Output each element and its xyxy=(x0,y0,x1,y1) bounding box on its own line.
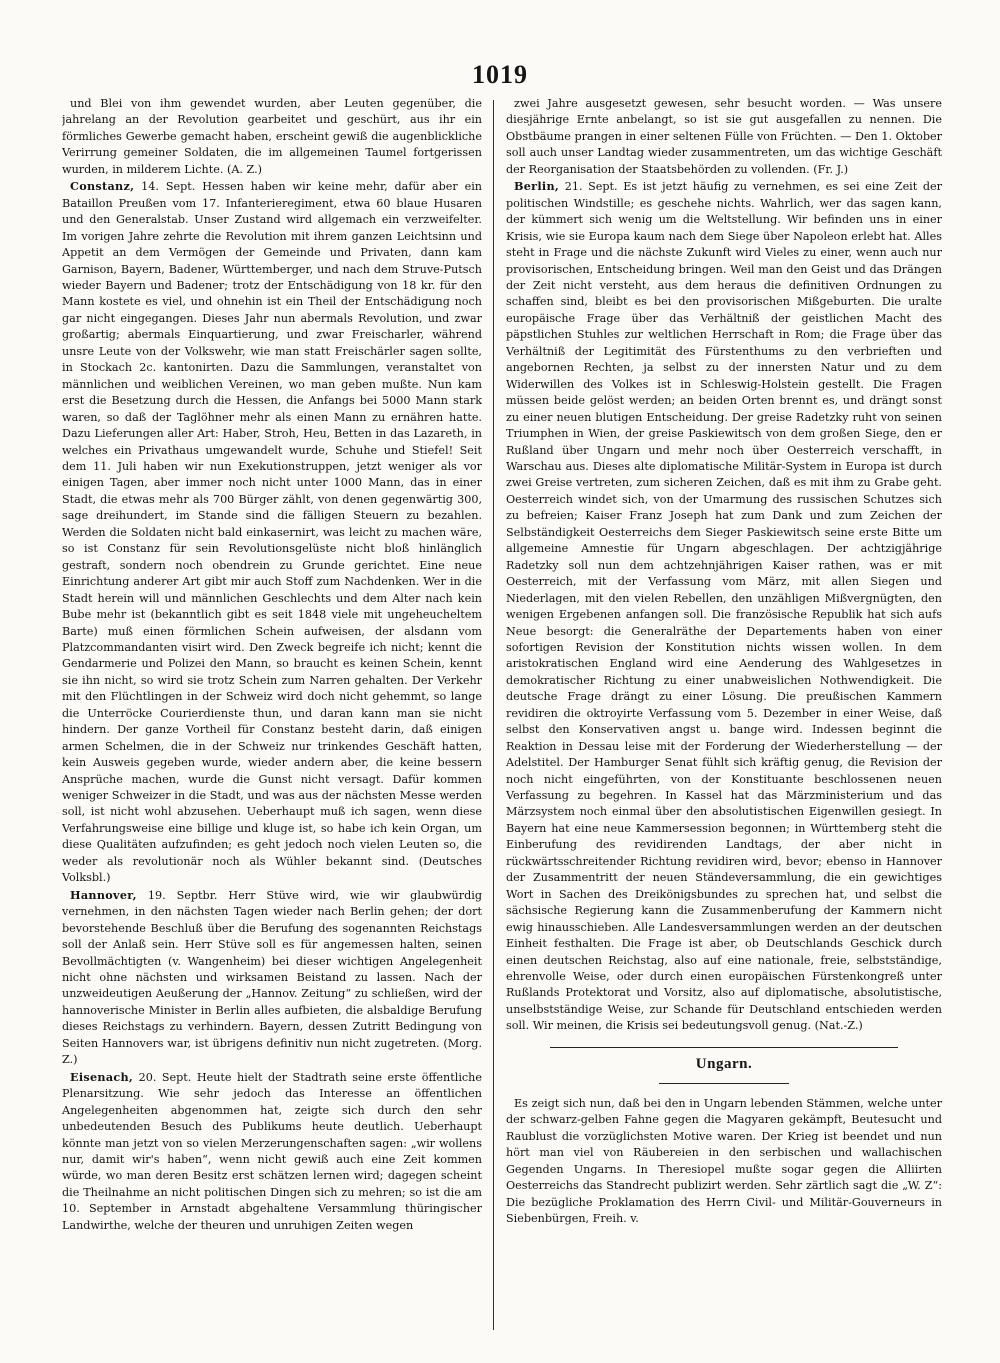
dateline-konstanz: Constanz, xyxy=(70,179,135,194)
article-source: (Morg. Z.) xyxy=(62,1036,482,1067)
article-source: (Nat.-Z.) xyxy=(814,1019,863,1033)
article-date: 19. Septbr. xyxy=(136,888,218,902)
left-column xyxy=(62,96,482,1336)
article-konstanz xyxy=(62,178,482,886)
dateline-berlin: Berlin, xyxy=(514,179,560,194)
dateline-hannover: Hannover, xyxy=(70,887,137,902)
article-source: (Fr. J.) xyxy=(813,162,849,176)
article-text: Heute hielt der Stadtrath seine erste öffentliche Plenarsitzung. Wie sehr jedoch das Interesse an öffentlichen Angelegenheiten abgenommen hat, zeigte sich durch den sehr unbedeutenden Besuch des Publikums heute deutlich. Ueberhaupt könnte man jetzt von so vielen Merzerungenschaften sagen: „wir wollens nur, damit wir's haben“, wenn nicht gewiß auch eine Zeit kommen würde, wo man deren Besitz erst schätzen lernen wird; dagegen scheint die Theilnahme an nicht politischen Dingen sich zu mehren; so ist die am 10. September in Arnstadt abgehaltene Versammlung thüringischer Landwirthe, welche der theuren und unruhigen Zeiten wegen xyxy=(62,1070,482,1232)
article-continuation xyxy=(506,96,942,178)
article-ungarn xyxy=(506,1096,942,1228)
column-divider xyxy=(493,100,494,1330)
article-text: zwei Jahre ausgesetzt gewesen, sehr besucht worden. — Was unsere diesjährige Ernte anbelangt, so ist sie gut ausgefallen zu nennen. Die Obstbäume prangen in einer seltenen Fülle von Früchten. — Den 1. Oktober soll auch unser Landtag wieder zusammentreten, um das wichtige Geschäft der Reorganisation der Staatsbehörden zu vollenden. xyxy=(506,97,942,176)
section-divider xyxy=(550,1047,899,1048)
article-source: (A. Z.) xyxy=(226,162,263,176)
article-source: (Deutsches Volksbl.) xyxy=(62,854,482,885)
article-text: Hessen haben wir keine mehr, dafür aber ein Bataillon Preußen vom 17. Infanterieregiment, etwa 60 blaue Husaren und den Generalstab. Unser Zustand wird allgemach ein verzweifelter. Im vorigen Jahre zehrte die Revolution mit ihrem ganzen Leichtsinn und Appetit an dem Vermögen der Gemeinde und Privaten, dann kam Garnison, Bayern, Badener, Württemberger, und nach dem Struve-Putsch wieder Bayern und Badener; trotz der Entschädigung von 18 kr. für den Mann kostete es viel, und ohnehin ist ein Theil der Entschädigung noch gar nicht eingegangen. Dieses Jahr nun abermals Revolution, und zwar großartig; abermals Einquartierung, und zwar Freischarler, während unsre Leute von der Volkswehr, wie man statt Freischärler sagen sollte, in Stockach 2c. kantonirten. Dazu die Sammlungen, veranstaltet von männlichen und weiblichen Vereinen, wo man geben mußte. Nun kam erst die Besetzung durch die Hessen, die Anfangs bei 5000 Mann stark waren, so daß der Taglöhner mehr als einen Mann zu ernähren hatte. Dazu Lieferungen aller Art: Haber, Stroh, Heu, Betten in das Lazareth, in welches ein Privathaus umgewandelt wurde, Schuhe und Stiefel! Seit dem 11. Juli haben wir nun Exekutionstruppen, jetzt weniger als vor einigen Tagen, aber immer noch nicht unter 1000 Mann, das in einer Stadt, die etwas mehr als 700 Bürger zählt, von denen gegenwärtig 300, sage dreihundert, im Stande sind die fälligen Steuern zu bezahlen. Werden die Soldaten nicht bald einkasernirt, was leicht zu machen wäre, so ist Constanz für sein Revolutionsgelüste nicht bloß hinlänglich gestraft, sondern noch obendrein zu Grunde gerichtet. Eine neue Einrichtung anderer Art gibt mir auch Stoff zum Nachdenken. Wer in die Stadt herein will und männlichen Geschlechts und dem Alter nach kein Bube mehr ist (bekanntlich gibt es seit 1848 viele mit ungeheucheltem Barte) muß einen förmlichen Schein aufweisen, der alsdann vom Platzcommandanten visirt wird. Den Zweck begreife ich nicht; kennt die Gendarmerie und Polizei den Mann, so braucht es keinen Schein, kennt sie ihn nicht, so wird sie trotz Schein zum Narren gehalten. Der Verkehr mit den Flüchtlingen in der Schweiz wird doch nicht gehemmt, so lange die Unterröcke Courierdienste thun, und daran kann man sie nicht hindern. Der ganze Vortheil für Constanz besteht darin, daß einigen armen Schelmen, die in der Schweiz nur trinkendes Geschäft hatten, kein Ausweis gegeben wurde, wieder andern aber, die keine bessern Ansprüche machen, wurde die Gunst nicht versagt. Dafür kommen weniger Schweizer in die Stadt, und was aus der nächsten Messe werden soll, ist nicht wohl abzusehen. Ueberhaupt muß ich sagen, wenn diese Verfahrungsweise eine billige und kluge ist, so habe ich kein Organ, um diese Qualitäten aufzufinden; es geht jedoch noch vielen Leuten so, die weder als revolutionär noch als Wühler bekannt sind. xyxy=(62,180,482,868)
article-date: 21. Sept. xyxy=(559,180,618,194)
article-text: Herr Stüve wird, wie wir glaubwürdig vernehmen, in den nächsten Tagen wieder nach Berlin gehen; der dort bevorstehende Beschluß über die Berufung des sogenannten Reichstags soll der Anlaß sein. Herr Stüve soll es für angemessen halten, seinen Bevollmächtigten (v. Wangenheim) bei dieser wichtigen Angelegenheit nicht ohne nächsten und wirksamen Beistand zu lassen. Nach der unzweideutigen Aeußerung der „Hannov. Zeitung“ zu schließen, wird der hannoverische Minister in Berlin alles aufbieten, die alsbaldige Berufung dieses Reichstags zu verhindern. Bayern, dessen Zutritt Bedingung von Seiten Hannovers war, ist übrigens definitiv nun nicht zugetreten. xyxy=(62,888,482,1050)
section-divider xyxy=(659,1083,790,1084)
article-text: und Blei von ihm gewendet wurden, aber Leuten gegenüber, die jahrelang an der Revolution gearbeitet und geschürt, aus ihr ein förmliches Gewerbe gemacht haben, erscheint gewiß die augenblickliche Verirrung gemeiner Soldaten, die im allgemeinen Taumel fortgerissen wurden, in milderem Lichte. xyxy=(62,97,482,176)
article-text: Es zeigt sich nun, daß bei den in Ungarn lebenden Stämmen, welche unter der schwarz-gelben Fahne gegen die Magyaren gekämpft, Beutesucht und Raublust die vorzüglichsten Motive waren. Der Krieg ist beendet und nun hört man viel von Räubereien in den serbischen und wallachischen Gegenden Ungarns. In Theresiopel mußte sogar gegen die Alliirten Oesterreichs das Standrecht publizirt werden. Sehr zärtlich sagt die „W. Z“: Die bezügliche Proklamation des Herrn Civil- und Militär-Gouverneurs in Siebenbürgen, Freih. v. xyxy=(506,1096,942,1225)
article-continuation xyxy=(62,96,482,178)
right-column xyxy=(506,96,942,1336)
article-berlin xyxy=(506,178,942,1035)
section-heading: Ungarn. xyxy=(695,1055,753,1072)
article-hannover xyxy=(62,887,482,1069)
article-date: 14. Sept. xyxy=(134,180,196,194)
article-date: 20. Sept. xyxy=(133,1070,192,1084)
dateline-eisenach: Eisenach, xyxy=(70,1069,134,1084)
page-number: 1019 xyxy=(472,60,528,89)
article-text: Es ist jetzt häufig zu vernehmen, es sei eine Zeit der politischen Windstille; es geschehe nichts. Wahrlich, wer das sagen kann, der kümmert sich wenig um die Weltstellung. Wir befinden uns in einer Krisis, wie sie Europa kaum nach dem Siege über Napoleon erlebt hat. Alles steht in Frage und die nächste Zukunft wird Vieles zu einer, wenn auch nur provisorischen, Entscheidung bringen. Weil man den Geist und das Drängen der Zeit nicht versteht, aus dem heraus die definitiven Ordnungen zu schaffen sind, bleibt es bei den provisorischen Mißgeburten. Die uralte europäische Frage über das Verhältniß der geistlichen Macht des päpstlichen Stuhles zur weltlichen Herrschaft in Rom; die Frage über das Verhältniß der Legitimität des Fürstenthums zu den verbrieften und angebornen Rechten, ja selbst zu der innersten Natur und zu dem Widerwillen des Volkes ist in Schleswig-Holstein gestellt. Die Fragen müssen beide gelöst werden; an beiden Orten brennt es, und drängt sonst zu einer neuen blutigen Entscheidung. Der greise Radetzky ruht von seinen Triumphen in Wien, der greise Paskiewitsch von dem großen Siege, den er Rußland über Ungarn und mehr noch über Oesterreich verschafft, in Warschau aus. Dieses alte diplomatische Militär-System in Europa ist durch zwei Greise vertreten, zum sicheren Zeichen, daß es mit ihm zu Grabe geht. Oesterreich windet sich, von der Umarmung des russischen Schutzes sich zu befreien; Kaiser Franz Joseph hat zum Dank und zum Zeichen der Selbständigkeit Oesterreichs dem Sieger Paskiewitsch seine erste Bitte um allgemeine Amnestie für Ungarn abgeschlagen. Der achtzigjährige Radetzky soll nun dem achtzehnjährigen Kaiser rathen, was er mit Oesterreich, mit der Verfassung vom März, mit allen Siegen und Niederlagen, mit den vielen Rebellen, den unzähligen Mißvergnügten, den wenigen Ergebenen anfangen soll. Die französische Republik hat sich aufs Neue besorgt: die Generalräthe der Departements haben von einer sofortigen Revision der Konstitution nichts wissen wollen. In dem aristokratischen England wird eine Aenderung des Wahlgesetzes in demokratischer Richtung zu einer unabweislichen Nothwendigkeit. Die deutsche Frage drängt zu einer Lösung. Die preußischen Kammern revidiren die oktroyirte Verfassung vom 5. Dezember in einer Weise, daß selbst den Konservativen angst u. bange wird. Indessen beginnt die Reaktion in Dessau leise mit der Forderung der Wiederherstellung — der Adelstitel. Der Hamburger Senat fühlt sich kräftig genug, die Revision der noch nicht eingeführten, von der Konstituante beschlossenen neuen Verfassung zu begehren. In Kassel hat das Märzministerium und das Märzsystem noch einmal über den absolutistischen Eigenwillen gesiegt. In Bayern hat eine neue Kammersession begonnen; in Württemberg steht die Einberufung des revidirenden Landtags, der aber nicht in rückwärtsschreitender Richtung revidiren wird, bevor; ebenso in Hannover der Zusammentritt der neuen Ständeversammlung, die ein gewichtiges Wort in Sachen des Dreikönigsbundes zu sprechen hat, und selbst die sächsische Regierung kann die Zusammenberufung der Kammern nicht ewig hinausschieben. Alle Landesversammlungen werden an der deutschen Einheit festhalten. Die Frage ist aber, ob Deutschlands Geschick durch einen deutschen Reichstag, also auf eine nationale, freie, selbstständige, ehrenvolle Weise, oder durch einen europäischen Fürstenkongreß unter Rußlands Protektorat und Vorsitz, also auf diplomatische, absolutistische, unselbstständige Weise, zur Schande für Deutschland entschieden werden soll. Wir meinen, die Krisis sei bedeutungsvoll genug. xyxy=(506,180,942,1033)
article-eisenach xyxy=(62,1069,482,1235)
